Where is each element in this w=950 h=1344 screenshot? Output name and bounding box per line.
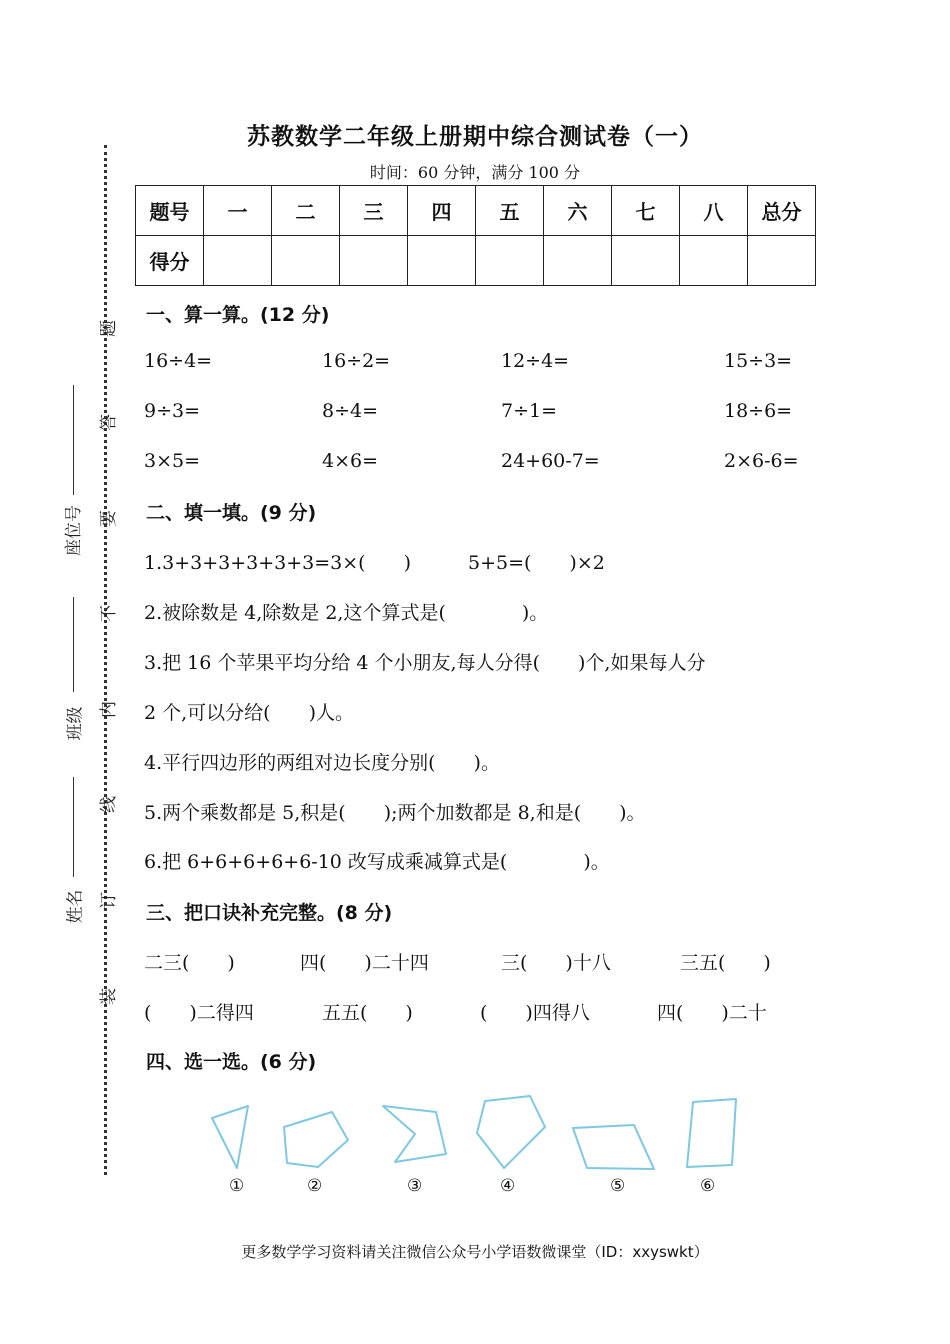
section-heading: 三、把口诀补充完整。(8 分)	[146, 902, 393, 924]
shape-6	[687, 1099, 736, 1167]
shape-label: ⑥	[700, 1176, 716, 1196]
shape-1	[212, 1106, 248, 1168]
table-header-cell: 五	[476, 186, 544, 236]
calc-item: 16÷4=	[144, 350, 213, 372]
section-heading: 一、算一算。(12 分)	[146, 304, 330, 326]
shape-label: ②	[307, 1176, 323, 1196]
table-header-cell: 六	[544, 186, 612, 236]
question-text: 1.3+3+3+3+3+3=3×( )	[144, 552, 412, 574]
rhyme-item: 四( )二十	[657, 1002, 767, 1024]
question-text: 5+5=( )×2	[468, 552, 605, 574]
section-heading: 四、选一选。(6 分)	[146, 1051, 317, 1073]
table-header-cell: 总分	[748, 186, 816, 236]
name-label: 姓名	[65, 889, 86, 924]
table-header-cell: 一	[204, 186, 272, 236]
binding-char: 订	[99, 892, 119, 909]
table-header-cell: 四	[408, 186, 476, 236]
calc-item: 15÷3=	[724, 350, 793, 372]
rhyme-item: 四( )二十四	[300, 952, 429, 974]
calc-item: 18÷6=	[724, 400, 793, 422]
shape-label: ④	[500, 1176, 516, 1196]
question-text: 4.平行四边形的两组对边长度分别( )。	[144, 752, 500, 774]
question-text: 3.把 16 个苹果平均分给 4 个小朋友,每人分得( )个,如果每人分	[144, 652, 706, 674]
calc-item: 4×6=	[322, 450, 379, 472]
footer-note: 更多数学学习资料请关注微信公众号小学语数微课堂（ID：xxyswkt）	[241, 1243, 709, 1261]
table-header-cell: 三	[340, 186, 408, 236]
binding-char: 答	[99, 414, 119, 431]
exam-time: 时间：60 分钟，满分 100 分	[369, 163, 581, 182]
rhyme-item: 二三( )	[144, 952, 235, 974]
shape-5	[573, 1125, 654, 1169]
binding-char: 不	[99, 605, 119, 622]
calc-item: 3×5=	[144, 450, 201, 472]
shape-2	[284, 1112, 348, 1167]
calc-item: 8÷4=	[322, 400, 379, 422]
table-header-cell: 七	[612, 186, 680, 236]
calc-item: 12÷4=	[501, 350, 570, 372]
binding-char: 内	[99, 701, 119, 718]
calc-item: 24+60-7=	[501, 450, 600, 472]
binding-char: 装	[99, 988, 119, 1005]
shape-4	[477, 1096, 545, 1168]
binding-char: 线	[99, 796, 119, 813]
table-header-cell: 八	[680, 186, 748, 236]
calc-item: 7÷1=	[501, 400, 558, 422]
question-text: 2 个,可以分给( )人。	[144, 702, 354, 724]
calc-item: 9÷3=	[144, 400, 201, 422]
rhyme-item: 三( )十八	[501, 952, 611, 974]
table-header-cell: 二	[272, 186, 340, 236]
binding-char: 要	[99, 510, 119, 527]
shape-3	[383, 1106, 446, 1162]
question-text: 6.把 6+6+6+6+6-10 改写成乘减算式是( )。	[144, 851, 610, 873]
question-text: 2.被除数是 4,除数是 2,这个算式是( )。	[144, 602, 549, 624]
section-heading: 二、填一填。(9 分)	[146, 502, 317, 524]
rhyme-item: ( )四得八	[480, 1002, 590, 1024]
table-row-label: 得分	[136, 236, 204, 286]
binding-char: 题	[99, 320, 119, 337]
shape-label: ③	[407, 1176, 423, 1196]
page-title: 苏教数学二年级上册期中综合测试卷（一）	[247, 124, 703, 150]
seat-label: 座位号	[64, 505, 84, 556]
shape-label: ①	[229, 1176, 245, 1196]
calc-item: 16÷2=	[322, 350, 391, 372]
rhyme-item: 五五( )	[322, 1002, 413, 1024]
calc-item: 2×6-6=	[724, 450, 799, 472]
rhyme-item: 三五( )	[680, 952, 771, 974]
table-header-cell: 题号	[136, 186, 204, 236]
class-label: 班级	[65, 706, 86, 741]
rhyme-item: ( )二得四	[144, 1002, 254, 1024]
question-text: 5.两个乘数都是 5,积是( );两个加数都是 8,和是( )。	[144, 802, 646, 824]
shape-label: ⑤	[610, 1176, 626, 1196]
